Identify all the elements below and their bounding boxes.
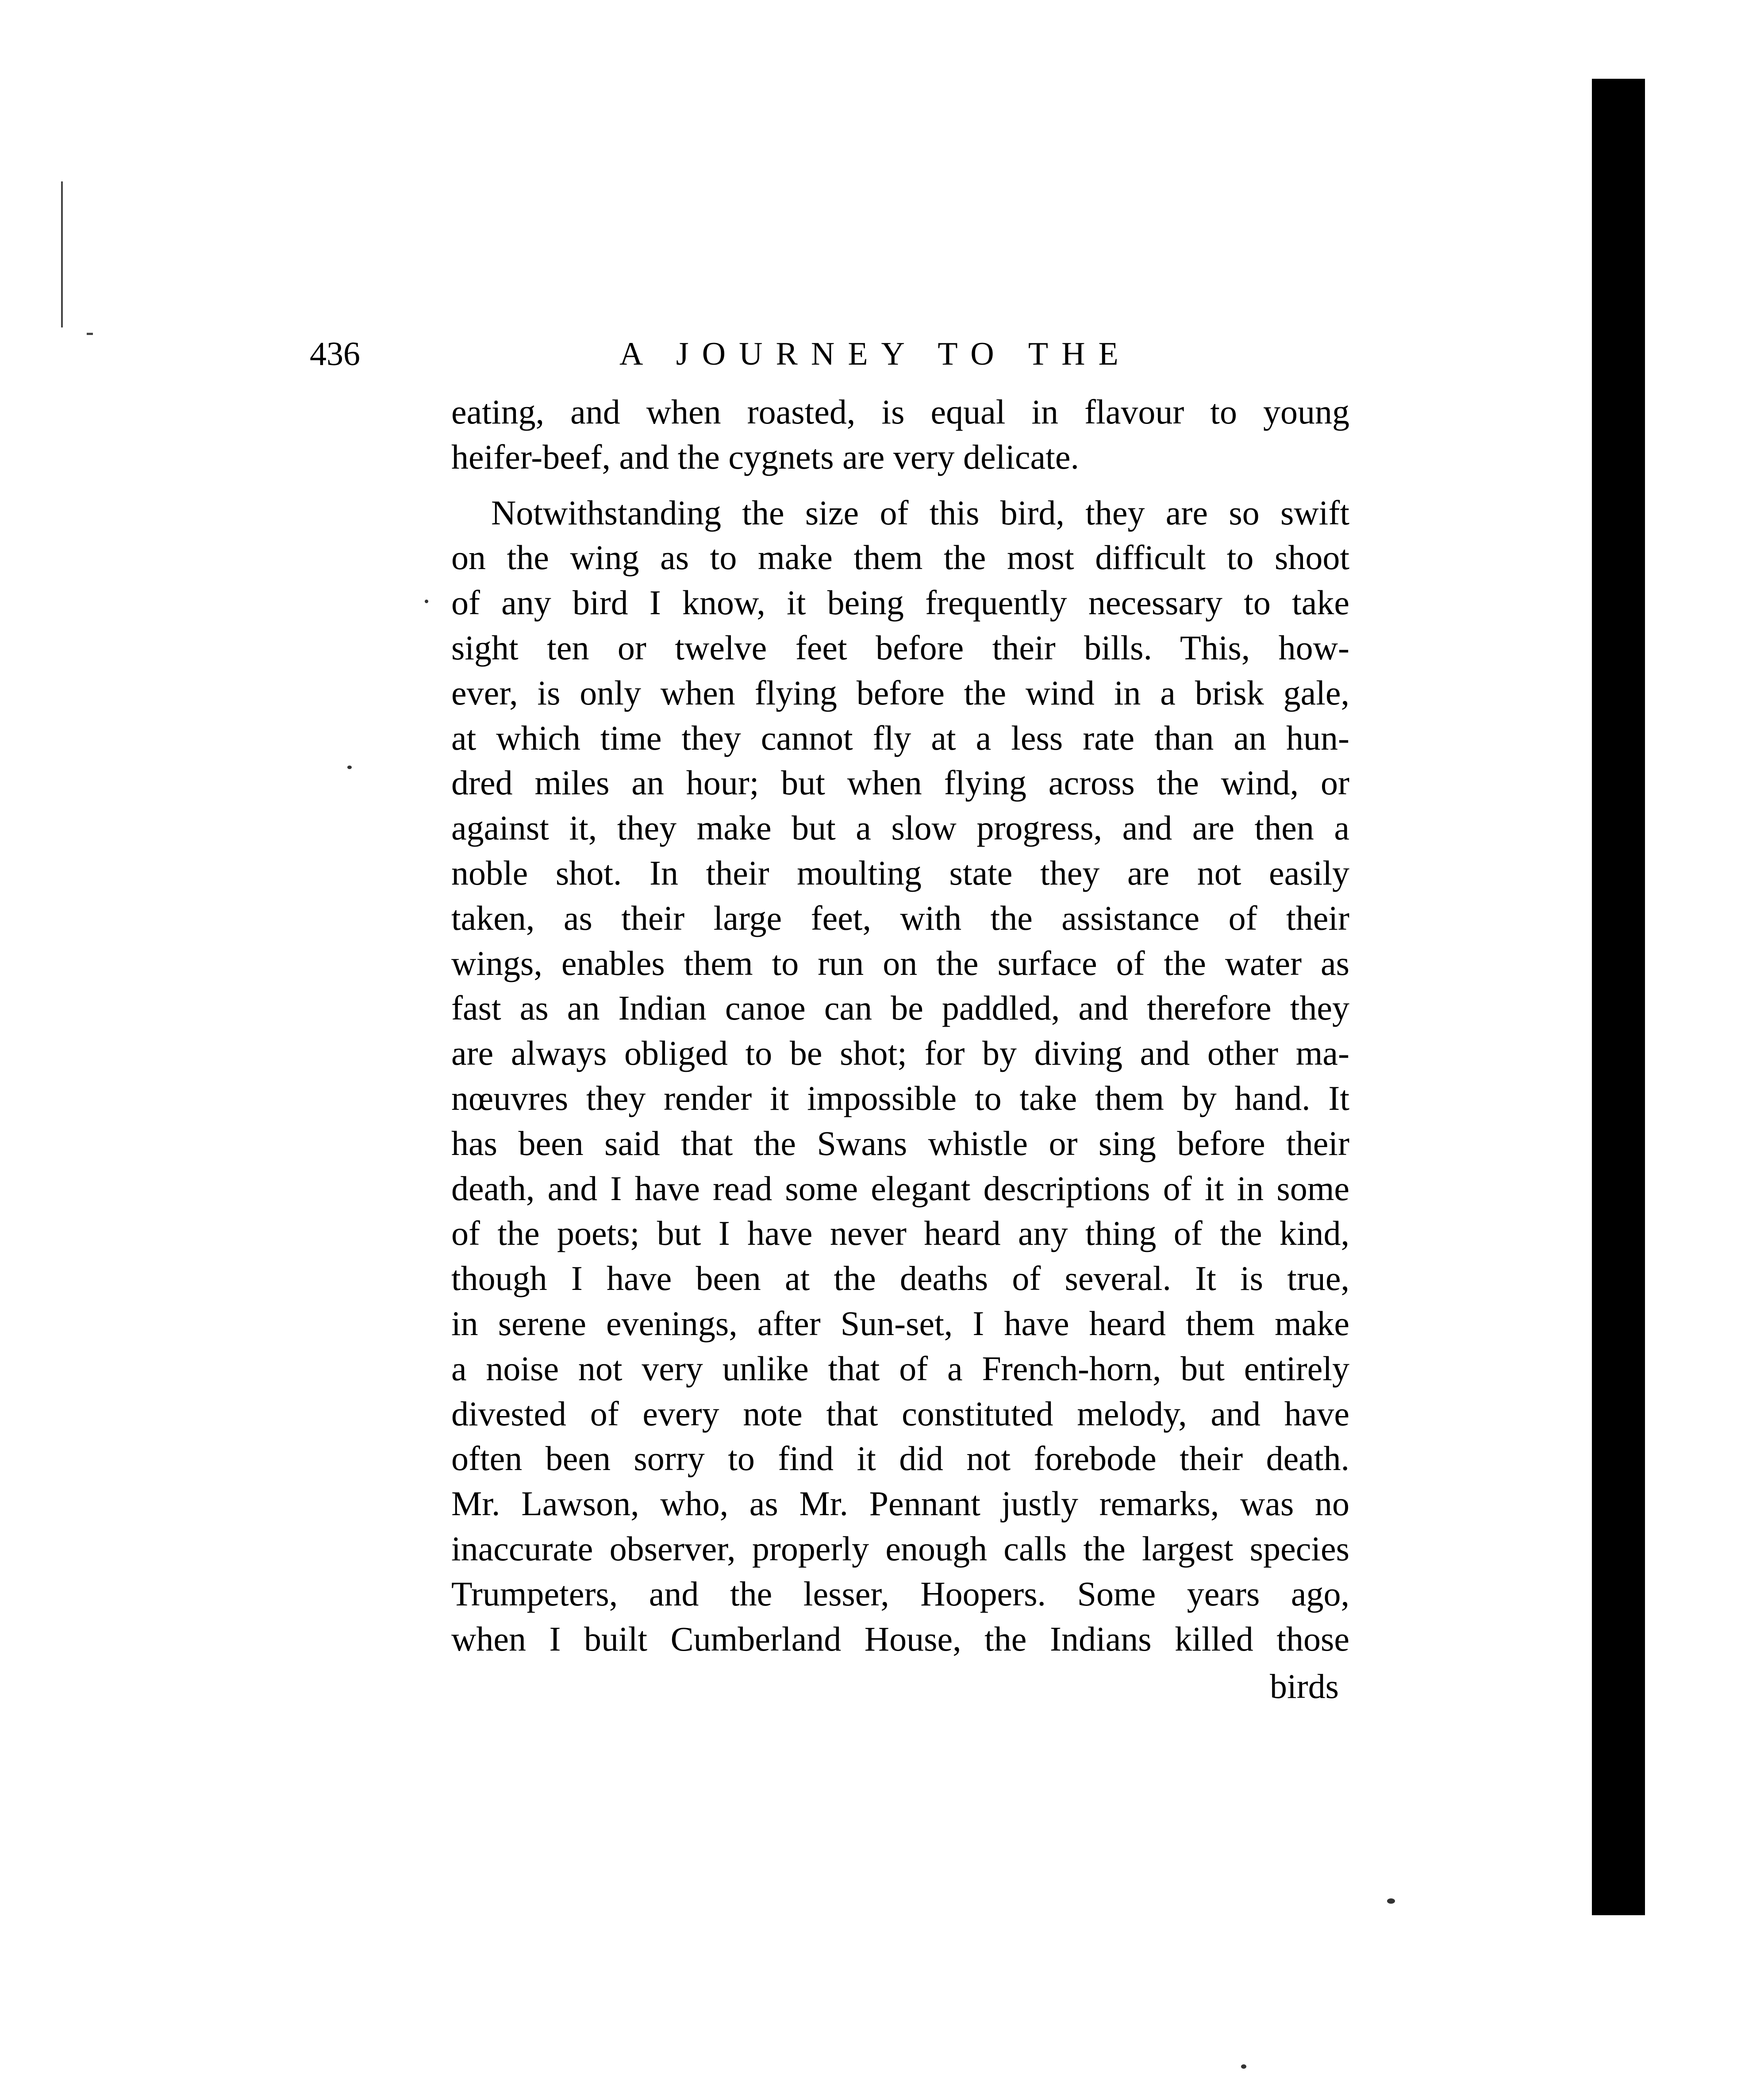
- catchword: birds: [1270, 1667, 1339, 1705]
- text-line: dred miles an hour; but when flying across the wind, or: [451, 763, 1349, 802]
- text-line: often been sorry to find it did not forebode their death.: [451, 1439, 1349, 1478]
- text-line: taken, as their large feet, with the assistance of their: [451, 898, 1349, 937]
- page-number: 436: [310, 335, 360, 373]
- text-line: at which time they cannot fly at a less rate than an hun-: [451, 718, 1349, 757]
- scan-speck: [425, 600, 428, 603]
- text-line: Notwithstanding the size of this bird, they are so swift: [491, 493, 1349, 532]
- text-line: Mr. Lawson, who, as Mr. Pennant justly remarks, was no: [451, 1484, 1349, 1523]
- text-line: fast as an Indian canoe can be paddled, and therefore they: [451, 989, 1349, 1028]
- left-edge-mark: [61, 181, 63, 327]
- text-line: divested of every note that constituted melody, and have: [451, 1394, 1349, 1433]
- text-line: sight ten or twelve feet before their bills. This, how-: [451, 628, 1349, 667]
- left-edge-mark: [87, 333, 93, 335]
- text-line: of any bird I know, it being frequently necessary to take: [451, 583, 1349, 622]
- text-line: wings, enables them to run on the surface of the water as: [451, 943, 1349, 982]
- scan-speck: [347, 766, 352, 769]
- text-line: noble shot. In their moulting state they are not easily: [451, 853, 1349, 892]
- text-line: Trumpeters, and the lesser, Hoopers. Some years ago,: [451, 1574, 1349, 1613]
- text-line: death, and I have read some elegant descriptions of it in some: [451, 1169, 1349, 1208]
- text-line: heifer-beef, and the cygnets are very delicate.: [451, 437, 1079, 476]
- text-line: eating, and when roasted, is equal in flavour to young: [451, 393, 1349, 431]
- text-line: when I built Cumberland House, the Indians killed those: [451, 1619, 1349, 1658]
- binding-shadow: [1592, 79, 1645, 1915]
- text-line: nœuvres they render it impossible to take them by hand. It: [451, 1078, 1349, 1117]
- text-line: of the poets; but I have never heard any thing of the kind,: [451, 1214, 1349, 1253]
- text-line: inaccurate observer, properly enough calls the largest species: [451, 1529, 1349, 1568]
- text-line: ever, is only when flying before the wind in a brisk gale,: [451, 673, 1349, 712]
- body-text: [451, 389, 1349, 1661]
- text-line: has been said that the Swans whistle or sing before their: [451, 1124, 1349, 1162]
- scan-speck: [1241, 2064, 1246, 2069]
- text-line: on the wing as to make them the most difficult to shoot: [451, 538, 1349, 577]
- running-head: A JOURNEY TO THE: [619, 336, 1132, 372]
- text-line: against it, they make but a slow progress, and are then a: [451, 808, 1349, 847]
- text-line: a noise not very unlike that of a French-horn, but entirely: [451, 1349, 1349, 1388]
- text-line: are always obliged to be shot; for by diving and other ma-: [451, 1034, 1349, 1073]
- text-line: though I have been at the deaths of several. It is true,: [451, 1259, 1349, 1298]
- scan-speck: [1387, 1898, 1395, 1904]
- text-line: in serene evenings, after Sun-set, I have heard them make: [451, 1304, 1349, 1343]
- page-header: [310, 327, 1349, 381]
